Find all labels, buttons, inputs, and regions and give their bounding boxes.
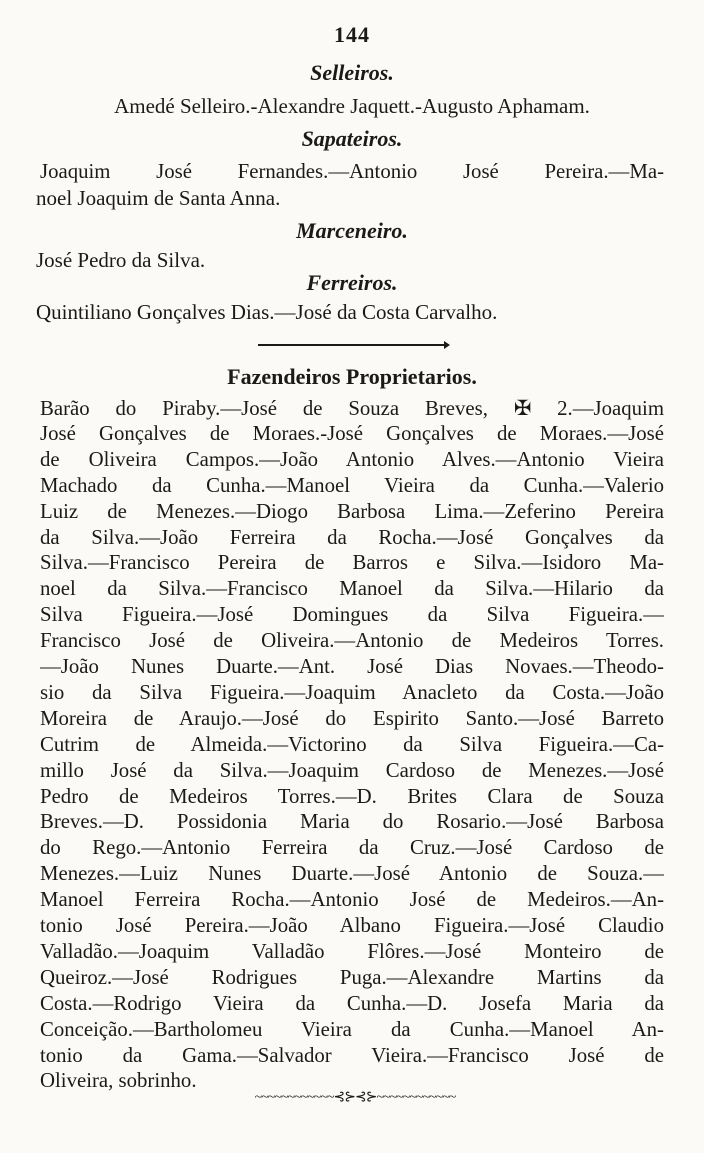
fazendeiros-line: Cutrim de Almeida.—Victorino da Silva Figueira.—Ca- (40, 732, 664, 756)
fazendeiros-line: —João Nunes Duarte.—Ant. José Dias Novaes.—Theodo- (40, 655, 664, 678)
fazendeiros-line: millo José da Silva.—Joaquim Cardoso de Menezes.—José (40, 758, 664, 782)
selleiros-entry: Amedé Selleiro.-Alexandre Jaquett.-Augusto Aphamam. (114, 94, 590, 118)
heading-sapateiros: Sapateiros. (301, 126, 403, 151)
sapateiros-line: noel Joaquim de Santa Anna. (36, 186, 281, 210)
heading-selleiros: Selleiros. (310, 60, 394, 85)
fazendeiros-line: Pedro de Medeiros Torres.—D. Brites Clara de Souza (40, 784, 664, 808)
ferreiros-entry: Quintiliano Gonçalves Dias.—José da Costa Carvalho. (36, 300, 498, 324)
fazendeiros-line: Menezes.—Luiz Nunes Duarte.—José Antonio de Souza.— (40, 862, 664, 886)
fazendeiros-line: Luiz de Menezes.—Diogo Barbosa Lima.—Zeferino Pereira (40, 499, 664, 523)
fazendeiros-line: Valladão.—Joaquim Valladão Flôres.—José Monteiro de (40, 939, 664, 963)
fazendeiros-line: Oliveira, sobrinho. (40, 1069, 197, 1093)
fazendeiros-line: tonio José Pereira.—João Albano Figueira.—José Claudio (40, 914, 664, 937)
heading-ferreiros: Ferreiros. (306, 270, 398, 295)
fazendeiros-line: José Gonçalves de Moraes.-José Gonçalves de Moraes.—José (40, 421, 664, 445)
fazendeiros-line: Silva Figueira.—José Domingues da Silva Figueira.— (40, 603, 664, 627)
fazendeiros-line: do Rego.—Antonio Ferreira da Cruz.—José Cardoso de (40, 836, 664, 860)
tailpiece-ornament: ~~~~~~~~~~~~⊰⊱⊰⊱~~~~~~~~~~~~ (254, 1090, 456, 1105)
sapateiros-line: Joaquim José Fernandes.—Antonio José Pereira.—Ma- (40, 160, 664, 183)
heading-fazendeiros: Fazendeiros Proprietarios. (227, 364, 477, 389)
fazendeiros-line: Breves.—D. Possidonia Maria do Rosario.—José Barbosa (40, 810, 664, 834)
heading-marceneiro: Marceneiro. (296, 218, 408, 243)
fazendeiros-line: Queiroz.—José Rodrigues Puga.—Alexandre Martins da (40, 965, 664, 989)
marceneiro-entry: José Pedro da Silva. (36, 248, 206, 272)
fazendeiros-line: Francisco José de Oliveira.—Antonio de Medeiros Torres. (40, 629, 664, 653)
fazendeiros-line: de Oliveira Campos.—João Antonio Alves.—Antonio Vieira (40, 447, 664, 471)
fazendeiros-line: Barão do Piraby.—José de Souza Breves, ✠ 2.—Joaquim (40, 397, 664, 420)
fazendeiros-line: tonio da Gama.—Salvador Vieira.—Francisco José de (40, 1043, 664, 1067)
fazendeiros-line: Machado da Cunha.—Manoel Vieira da Cunha.—Valerio (40, 473, 664, 497)
fazendeiros-line: Silva.—Francisco Pereira de Barros e Silva.—Isidoro Ma- (40, 551, 664, 575)
fazendeiros-line: noel da Silva.—Francisco Manoel da Silva.—Hilario da (40, 577, 664, 601)
fazendeiros-line: Moreira de Araujo.—José do Espirito Santo.—José Barreto (40, 706, 664, 730)
section-divider (258, 344, 446, 346)
fazendeiros-line: Costa.—Rodrigo Vieira da Cunha.—D. Josefa Maria da (40, 991, 664, 1015)
page-number: 144 (334, 22, 370, 47)
fazendeiros-line: Conceição.—Bartholomeu Vieira da Cunha.—Manoel An- (40, 1017, 664, 1041)
fazendeiros-line: sio da Silva Figueira.—Joaquim Anacleto da Costa.—João (40, 680, 664, 704)
fazendeiros-line: Manoel Ferreira Rocha.—Antonio José de Medeiros.—An- (40, 888, 664, 912)
fazendeiros-line: da Silva.—João Ferreira da Rocha.—José Gonçalves da (40, 525, 664, 549)
